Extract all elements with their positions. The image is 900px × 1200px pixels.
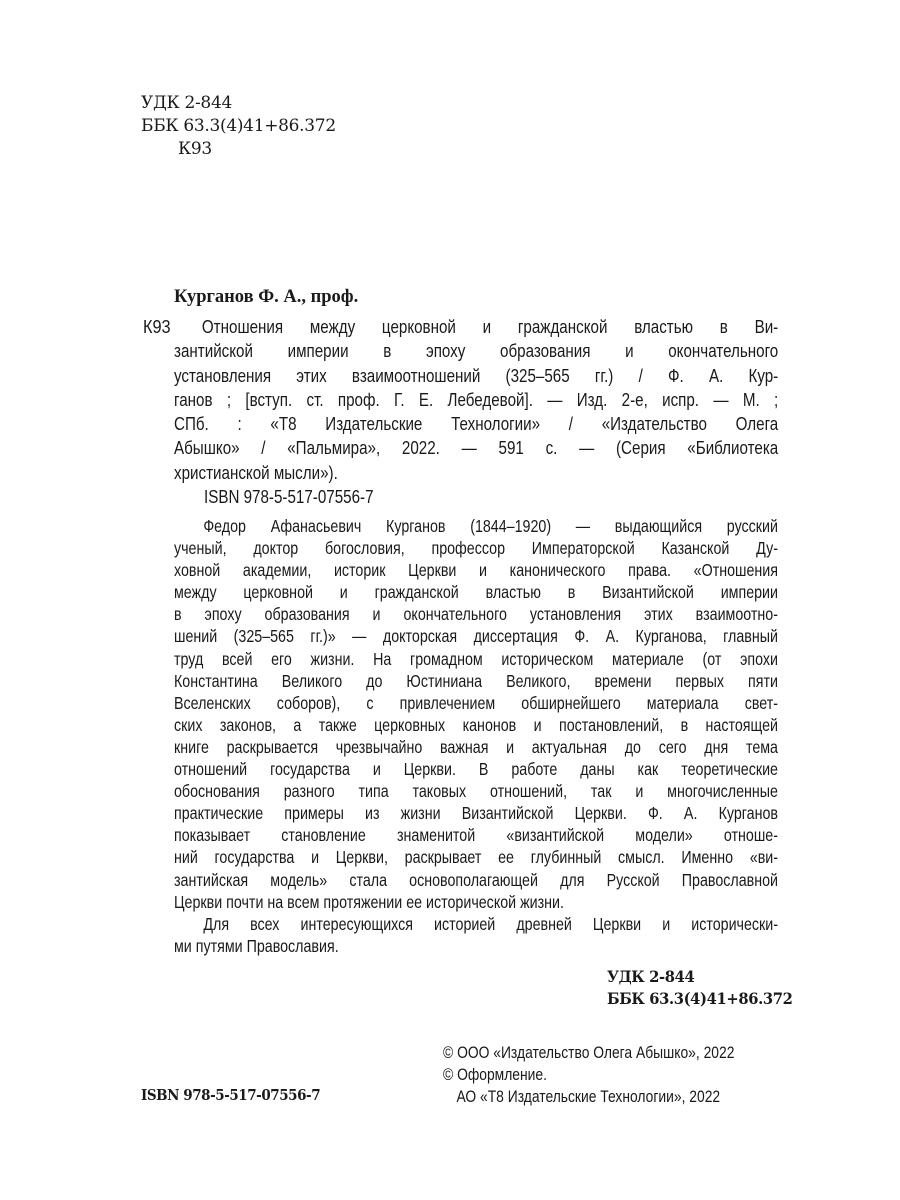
annotation-line: показывает становление знаменитой «византийской модели» отноше- <box>174 825 778 846</box>
copyright-block <box>443 1042 790 1108</box>
bbk-code-bottom: ББК 63.3(4)41+86.372 <box>607 989 793 1008</box>
annotation-line: Вселенских соборов), с привлечением обширнейшего материала свет- <box>174 692 778 713</box>
isbn-record: ISBN 978-5-517-07556-7 <box>204 486 374 507</box>
annotation-line: Для всех интересующихся историей древней Церкви и исторически- <box>203 913 778 934</box>
bib-line: христианской мысли»). <box>174 461 338 483</box>
author-heading: Курганов Ф. А., проф. <box>174 287 359 307</box>
top-classification-block <box>141 92 336 161</box>
bib-line: СПб. : «Т8 Издательские Технологии» / «Издательство Олега <box>174 413 779 435</box>
annotation-line: ми путями Православия. <box>174 935 339 956</box>
annotation-line: книге раскрывается чрезвычайно важная и актуальная до сего дня тема <box>174 736 778 757</box>
copyright-design-holder: АО «Т8 Издательские Технологии», 2022 <box>456 1088 721 1106</box>
bbk-code: ББК 63.3(4)41+86.372 <box>141 116 336 136</box>
author-mark: К93 <box>178 139 212 159</box>
bib-line: Абышко» / «Пальмира», 2022. — 591 с. — (Серия «Библиотека <box>174 437 779 459</box>
annotation-line: ний государства и Церкви, раскрывает ее глубинный смысл. Именно «ви- <box>174 847 778 868</box>
annotation-line: Константина Великого до Юстиниана Великого, времени первых пяти <box>174 670 778 691</box>
annotation-line: отношений государства и Церкви. В работе даны как теоретические <box>174 759 778 780</box>
bib-line: Отношения между церковной и гражданской властью в Ви- <box>201 316 779 337</box>
bibliographic-description <box>174 315 778 485</box>
author-mark-margin: К93 <box>143 316 171 337</box>
annotation-line: зантийская модель» стала основополагающей для Русской Православной <box>174 869 778 890</box>
annotation-line: Федор Афанасьевич Курганов (1844–1920) — выдающийся русский <box>203 516 778 536</box>
annotation-line: ских законов, а также церковных канонов и постановлений, в настоящей <box>174 714 778 735</box>
annotation-line: практические примеры из жизни Византийской Церкви. Ф. А. Курганов <box>174 803 778 824</box>
annotation-line: обоснования разного типа таковых отношений, так и многочисленные <box>174 781 778 802</box>
copyright-publisher: © ООО «Издательство Олега Абышко», 2022 <box>443 1044 735 1062</box>
annotation <box>174 515 778 957</box>
annotation-line: труд всей его жизни. На громадном историческом материале (от эпохи <box>174 648 778 669</box>
annotation-line: ученый, доктор богословия, профессор Императорской Казанской Ду- <box>174 538 778 559</box>
annotation-line: шений (325–565 гг.)» — докторская диссертация Ф. А. Курганова, главный <box>174 626 778 647</box>
isbn-bottom: ISBN 978-5-517-07556-7 <box>141 1086 321 1104</box>
copyright-design: © Оформление. <box>443 1066 547 1084</box>
bib-line: ганов ; [вступ. ст. проф. Г. Е. Лебедевой]. — Изд. 2-е, испр. — М. ; <box>174 388 779 410</box>
annotation-line: Церкви почти на всем протяжении ее исторической жизни. <box>174 891 564 912</box>
bib-line: установления этих взаимоотношений (325–565 гг.) / Ф. А. Кур- <box>174 364 779 386</box>
udk-code: УДК 2-844 <box>141 93 232 113</box>
udk-code-bottom: УДК 2-844 <box>607 967 695 986</box>
bottom-classification-block <box>607 966 792 1010</box>
annotation-line: в эпоху образования и окончательного установления этих взаимоотно- <box>174 604 778 625</box>
annotation-line: между церковной и гражданской властью в Византийской империи <box>174 582 778 603</box>
bib-line: зантийской империи в эпоху образования и окончательного <box>174 340 779 362</box>
annotation-line: ховной академии, историк Церкви и канонического права. «Отношения <box>174 560 778 581</box>
